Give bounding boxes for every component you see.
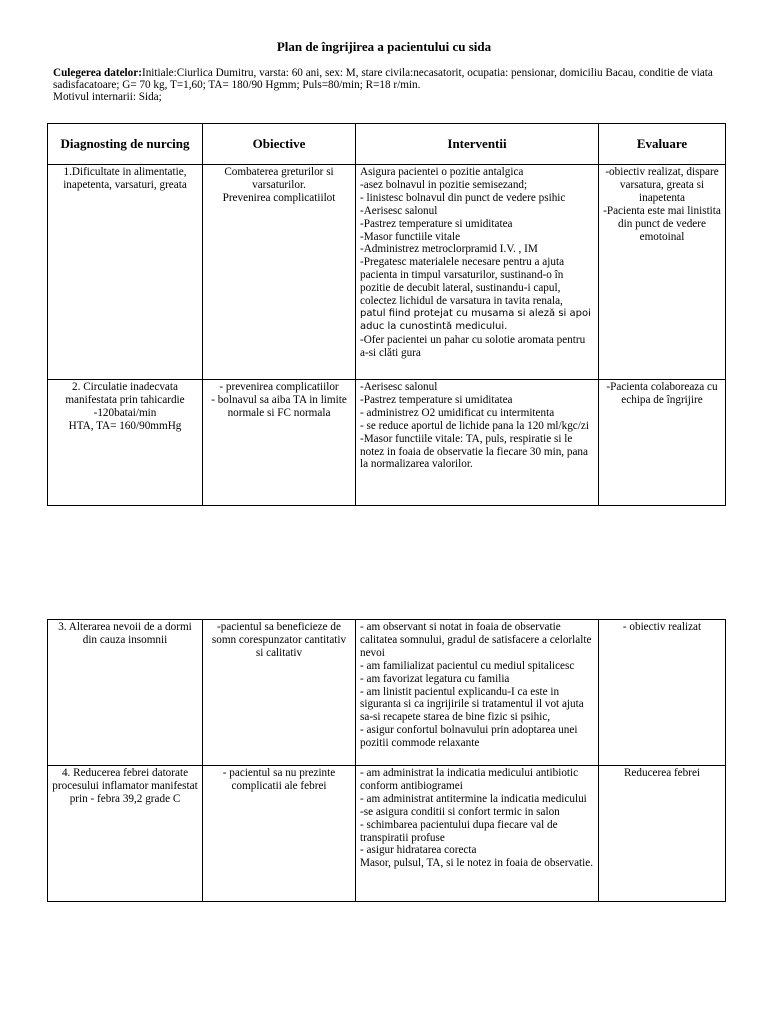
cell-line: HTA, TA= 160/90mmHg <box>68 419 182 432</box>
cell-line: Reducerea febrei <box>623 767 701 779</box>
cell-line: patul fiind protejat cu musama si aleză si apoi aduc la cunostintă medicului. <box>360 307 591 332</box>
cell-line: -pacientul sa beneficieze de somn corespunzator cantitativ si calitativ <box>211 621 347 659</box>
diagnostic-cell <box>48 165 203 380</box>
interventions-cell <box>356 165 599 380</box>
cell-line: - am familializat pacientul cu mediul spitalicesc <box>360 659 575 672</box>
header-interventions: Interventii <box>356 124 599 165</box>
evaluation-cell <box>599 620 726 766</box>
header-evaluation: Evaluare <box>599 124 726 165</box>
interventions-cell <box>356 620 599 766</box>
diagnostic-cell <box>48 766 203 902</box>
cell-line: - asigur confortul bolnavului prin adoptarea unei pozitii commode relaxante <box>360 724 578 750</box>
cell-line: 4. Reducerea febrei datorate procesului inflamator manifestat prin - febra 39,2 grade C <box>52 767 198 805</box>
diagnostic-cell <box>48 620 203 766</box>
cell-line: -Administrez metroclorpramid I.V. , IM <box>360 243 538 256</box>
cell-line: 1.Dificultate in alimentatie, inapetenta, varsaturi, greata <box>63 166 187 191</box>
cell-line: -asez bolnavul in pozitie semisezand; <box>360 178 528 191</box>
cell-line: -Aerisesc salonul <box>360 204 438 217</box>
cell-line: -Pastrez temperature si umiditatea <box>360 393 513 406</box>
interventions-cell <box>356 766 599 902</box>
patient-data-text: Initiale:Ciurlica Dumitru, varsta: 60 ani, sex: M, stare civila:necasatorit, ocupatia: pensionar, domiciliu Bacau, conditie de viata sadisfacatoare; G= 70 kg, T=1,60; TA= 180/90 Hgmm; Puls=80/min; R=18 r/min. <box>53 67 713 91</box>
care-plan-table-part-2 <box>47 619 726 902</box>
objectives-cell <box>203 380 356 506</box>
evaluation-cell <box>599 766 726 902</box>
cell-line: -se asigura conditii si confort termic in salon <box>360 805 560 818</box>
cell-line: - am linistit pacientul explicandu-I ca este in siguranta si ca ingrijirile si tratamentul il vot ajuta sa-si recapete starea de bine fizic si psihic, <box>360 685 584 724</box>
cell-line: -Pacienta este mai linistita din punct de vedere emotoinal <box>603 204 721 243</box>
document-title: Plan de îngrijirea a pacientului cu sida <box>276 39 492 54</box>
cell-line: - am administrat antitermine la indicatia medicului <box>360 792 587 805</box>
table-row <box>48 620 726 766</box>
cell-line: -Aerisesc salonul <box>360 381 438 393</box>
cell-line: 3. Alterarea nevoii de a dormi din cauza insomnii <box>58 621 192 646</box>
cell-line: - prevenirea complicatiilor <box>219 381 339 393</box>
objectives-cell <box>203 165 356 380</box>
diagnostic-cell <box>48 380 203 506</box>
cell-line: - am favorizat legatura cu familia <box>360 672 510 685</box>
table-row <box>48 766 726 902</box>
cell-line: - asigur hidratarea corecta <box>360 844 477 857</box>
patient-data-section <box>53 68 723 103</box>
cell-line: -obiectiv realizat, dispare varsatura, greata si inapetenta <box>605 166 719 204</box>
objectives-cell <box>203 766 356 902</box>
cell-line: -Pregatesc materialele necesare pentru a ajuta pacienta in timpul varsaturilor, sustinand-o în pozitie de decubit lateral, sustinandu-i capul, colectez lichidul de varsatura in tavita renala, <box>360 256 565 308</box>
admission-reason: Motivul internarii: Sida; <box>53 90 162 103</box>
cell-line: - se reduce aportul de lichide pana la 120 ml/kgc/zi <box>360 419 589 432</box>
cell-line: - am administrat la indicatia medicului antibiotic conform antibiogramei <box>360 767 579 792</box>
table-row <box>48 165 726 380</box>
cell-line: -Pastrez temperature si umiditatea <box>360 217 513 230</box>
cell-line: - pacientul sa nu prezinte complicatii ale febrei <box>222 767 336 792</box>
cell-line: -Ofer pacientei un pahar cu solotie aromata pentru a-si clăti gura <box>360 333 586 359</box>
cell-line: -Pacienta colaboreaza cu echipa de îngrijire <box>606 381 718 406</box>
table-header-row <box>48 124 726 165</box>
interventions-cell <box>356 380 599 506</box>
data-collection-label: Culegerea datelor: <box>53 67 142 79</box>
cell-line: - schimbarea pacientului dupa fiecare val de transpiratii profuse <box>360 818 558 844</box>
evaluation-cell <box>599 380 726 506</box>
cell-line: - obiectiv realizat <box>622 621 702 633</box>
cell-line: Combaterea greturilor si varsaturilor. <box>224 166 334 191</box>
cell-line: Masor, pulsul, TA, si le notez in foaia de observatie. <box>360 857 594 870</box>
objectives-cell <box>203 620 356 766</box>
table-row <box>48 380 726 506</box>
cell-line: - linistesc bolnavul din punct de vedere psihic <box>360 191 566 204</box>
cell-line: Prevenirea complicatiilot <box>222 191 336 204</box>
header-objectives: Obiective <box>203 124 356 165</box>
cell-line: 2. Circulatie inadecvata manifestata prin tahicardie -120batai/min <box>65 381 185 419</box>
header-diagnostic: Diagnosting de nurcing <box>48 124 203 165</box>
cell-line: - administrez O2 umidificat cu intermitenta <box>360 406 555 419</box>
cell-line: - bolnavul sa aiba TA in limite normale si FC normala <box>211 393 347 419</box>
cell-line: Asigura pacientei o pozitie antalgica <box>360 166 524 178</box>
care-plan-table-part-1 <box>47 123 726 506</box>
cell-line: -Masor functiile vitale <box>360 230 461 243</box>
cell-line: - am observant si notat in foaia de observatie calitatea somnului, gradul de satisfacere a celorlalte nevoi <box>360 621 592 659</box>
cell-line: -Masor functiile vitale: TA, puls, respiratie si le notez in foaia de observatie la fiecare 30 min, pana la normalizarea valorilor. <box>360 432 588 471</box>
evaluation-cell <box>599 165 726 380</box>
